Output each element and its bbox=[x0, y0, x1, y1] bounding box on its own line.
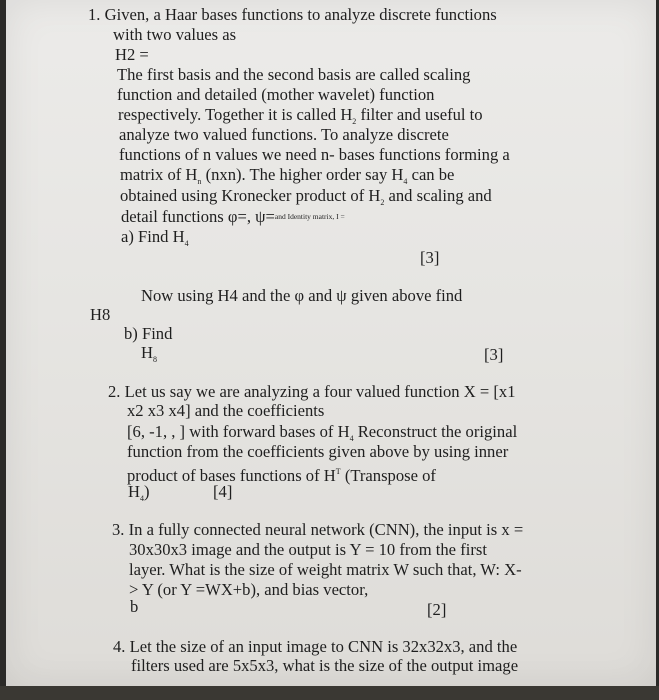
q2-line-5: product of bases functions of $H^T$ (Transpose of bbox=[127, 466, 436, 485]
q2-marks: [4] bbox=[213, 482, 233, 501]
q1-line-5: function and detailed (mother wavelet) function bbox=[117, 85, 435, 104]
q1-part-b: b) Find bbox=[124, 324, 173, 343]
q1-now-text: Now using H4 and the φ and ψ given above find bbox=[141, 286, 463, 305]
q1-number: 1. bbox=[88, 5, 101, 24]
q3-line-2: 30x30x3 image and the output is Y = 10 from the first bbox=[129, 540, 487, 559]
q1-part-b-marks: [3] bbox=[484, 345, 504, 364]
q2-line-3: [6, -1, , ] with forward bases of $H_4$ Reconstruct the original bbox=[127, 422, 518, 443]
q1-line-10: obtained using Kronecker product of $H_2$ and scaling and bbox=[120, 186, 492, 207]
q1-line-1: 1. Given, a Haar bases functions to analyze discrete functions bbox=[88, 5, 497, 24]
q1-line-11: detail functions φ=, ψ=and Identity matrix, I = bbox=[121, 207, 345, 226]
q1-line-8: functions of n values we need n- bases functions forming a bbox=[119, 145, 510, 164]
q1-line-9: matrix of $H_n$ (nxn). The higher order say $H_4$ can be bbox=[120, 165, 455, 186]
q2-number: 2. bbox=[108, 382, 121, 401]
q1-line-6: respectively. Together it is called $H_2$ filter and useful to bbox=[118, 105, 483, 126]
q2-line-1: 2. Let us say we are analyzing a four valued function X = [x1 bbox=[108, 382, 516, 401]
q3-marks: [2] bbox=[427, 600, 447, 619]
q2-line-4: function from the coefficients given above by using inner bbox=[127, 442, 509, 461]
q4-line-1: 4. Let the size of an input image to CNN is 32x32x3, and the bbox=[113, 637, 518, 656]
q3-line-5: b bbox=[130, 597, 139, 616]
q3-line-1: 3. In a fully connected neural network (CNN), the input is x = bbox=[112, 520, 524, 539]
q1-part-a-marks: [3] bbox=[420, 248, 440, 267]
q1-h8-label: H8 bbox=[90, 305, 111, 324]
q1-line-7: analyze two valued functions. To analyze discrete bbox=[119, 125, 449, 144]
q3-line-3: layer. What is the size of weight matrix W such that, W: X- bbox=[129, 560, 522, 579]
q3-line-4: > Y (or Y =WX+b), and bias vector, bbox=[129, 580, 369, 599]
q3-number: 3. bbox=[112, 520, 125, 539]
q2-line-6: $H_4$) bbox=[128, 482, 150, 503]
q1-line-4: The first basis and the second basis are called scaling bbox=[117, 65, 471, 84]
q1-line-2: with two values as bbox=[113, 25, 237, 44]
q1-part-b-h: $H_8$ bbox=[141, 343, 157, 364]
q2-line-2: x2 x3 x4] and the coefficients bbox=[127, 401, 325, 420]
q4-number: 4. bbox=[113, 637, 126, 656]
q1-h2-label: H2 = bbox=[115, 45, 149, 64]
q1-part-a: a) Find $H_4$ bbox=[121, 227, 189, 248]
page-bottom-edge bbox=[0, 686, 659, 700]
q4-line-2: filters used are 5x5x3, what is the size of the output image bbox=[131, 656, 519, 675]
